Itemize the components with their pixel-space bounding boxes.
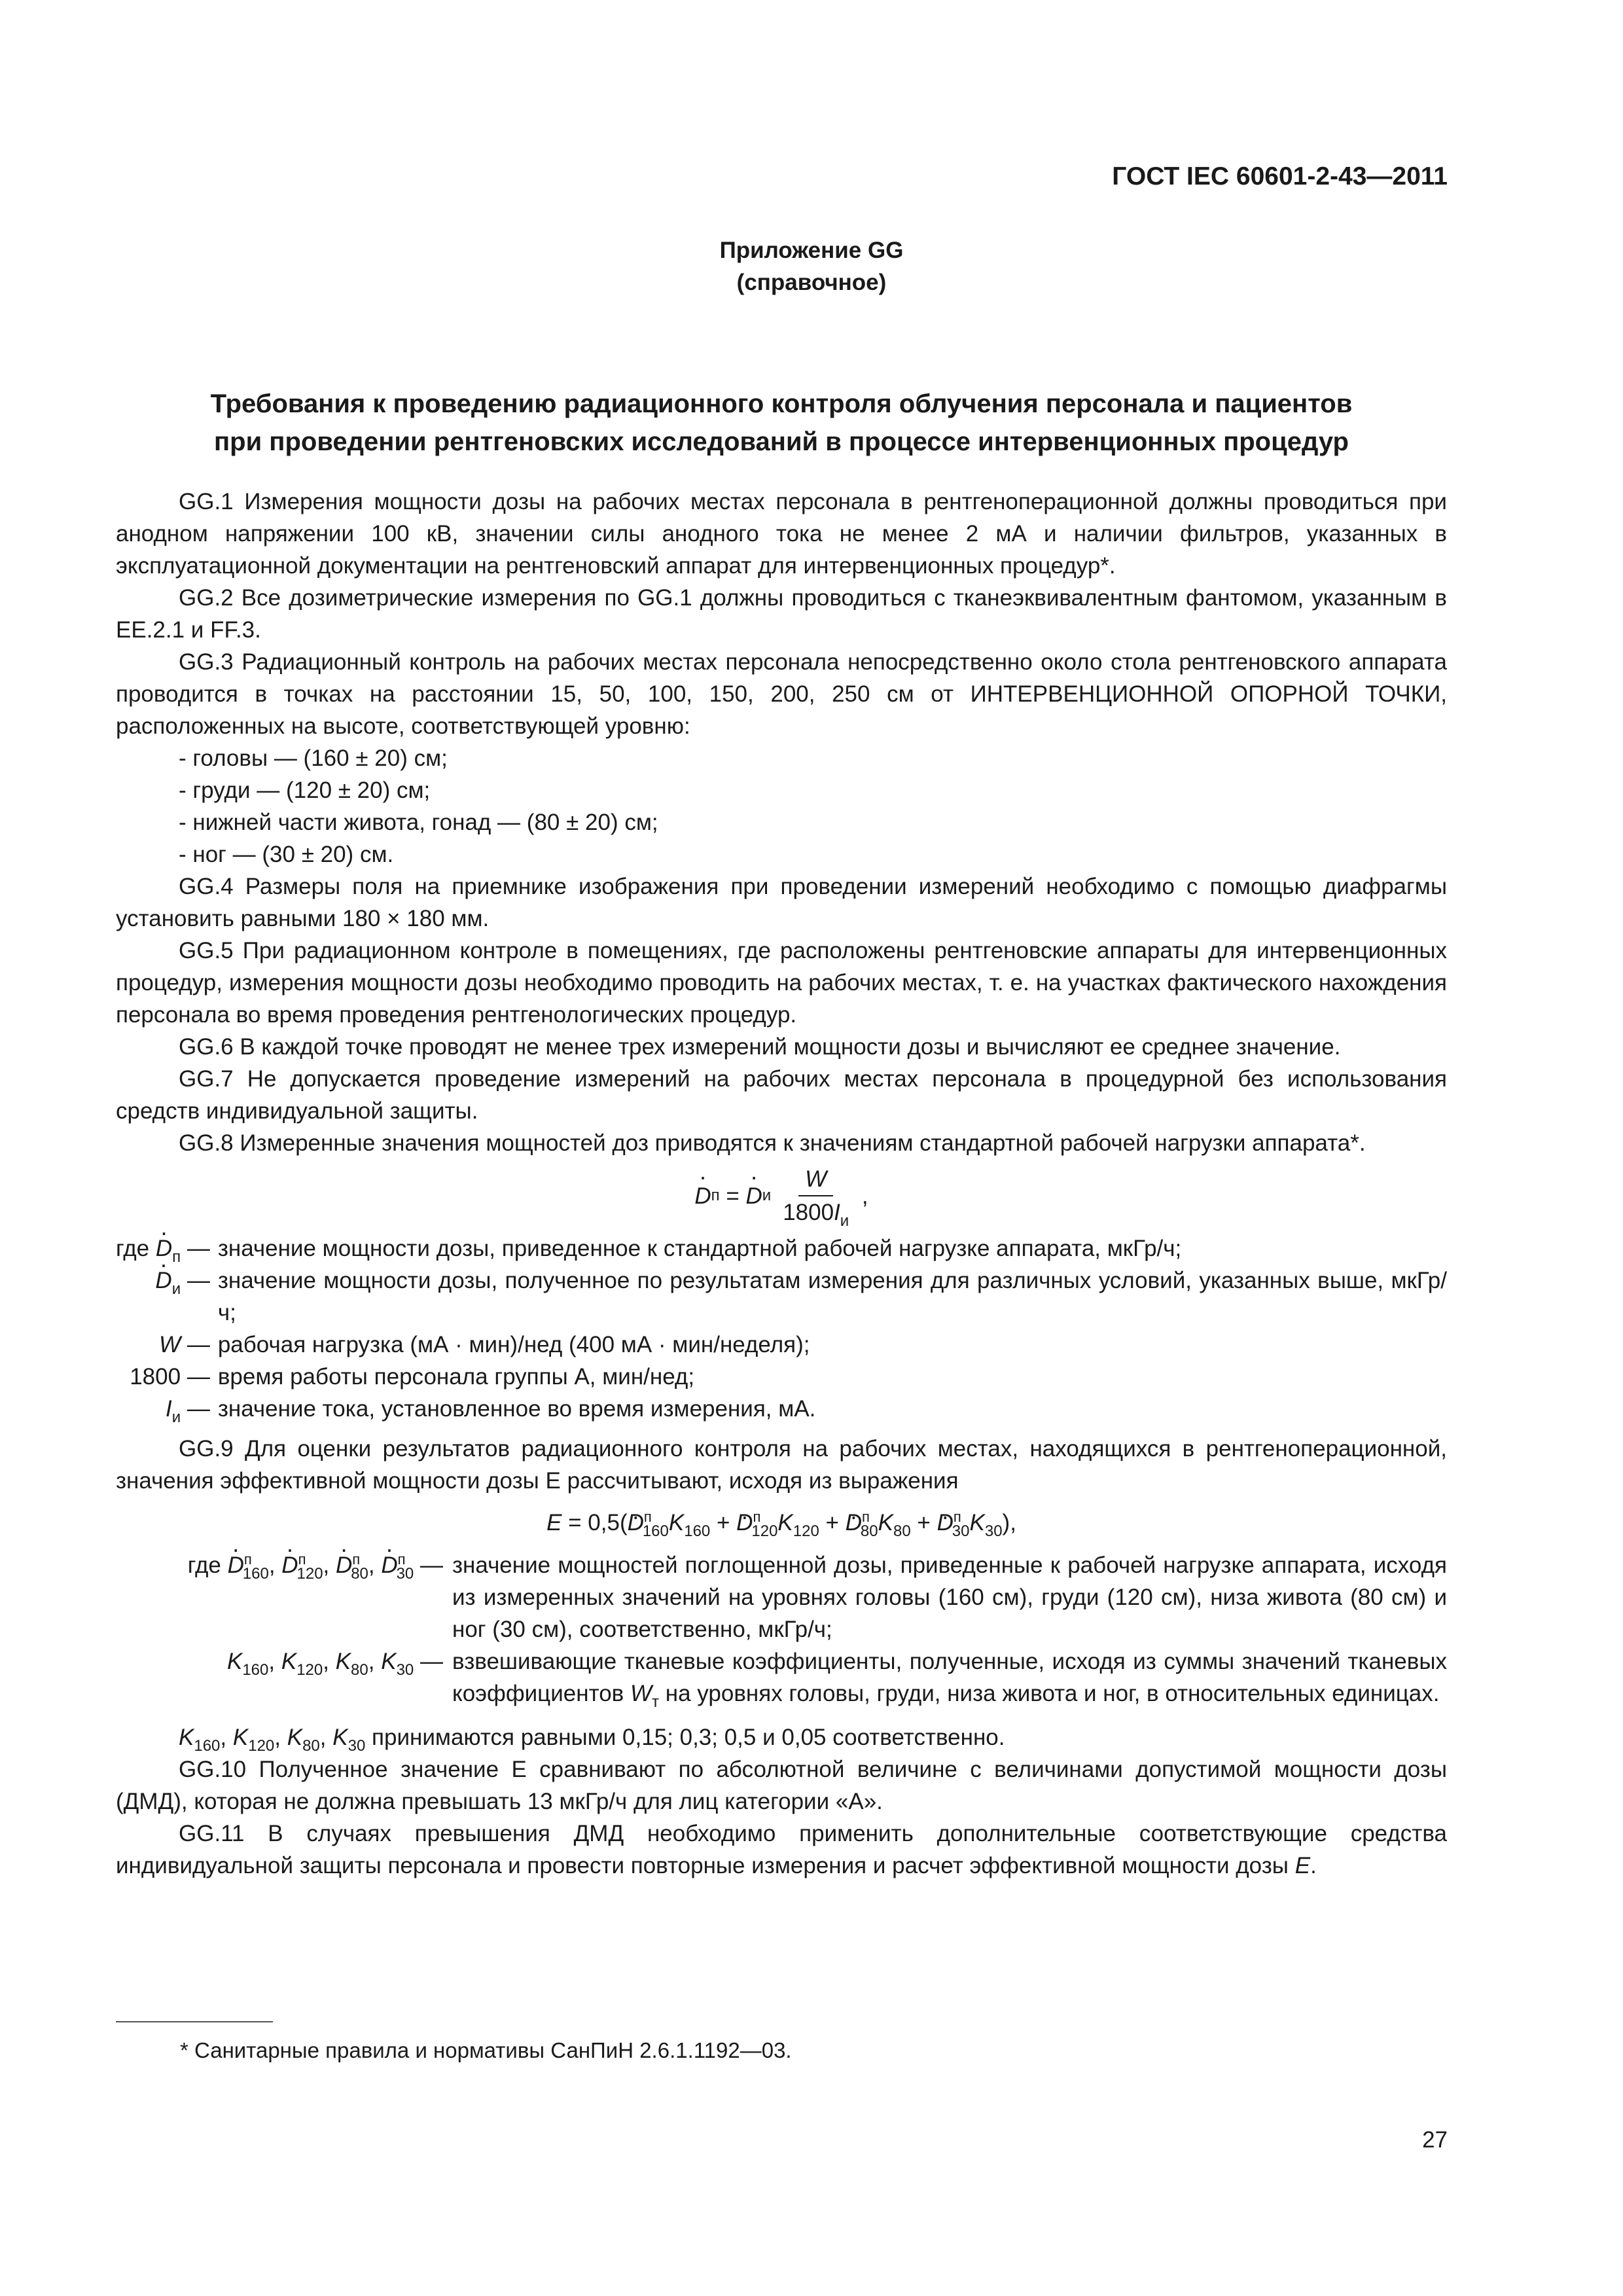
def-dp-letter: · D xyxy=(156,1236,172,1261)
level-item-abdomen: - нижней части живота, гонад — (80 ± 20) см; xyxy=(179,810,658,835)
formula1-tail: , xyxy=(855,1183,868,1209)
paragraph-gg6: GG.6 В каждой точке проводят не менее трех измерений мощности дозы и вычисляют ее среднее значение. xyxy=(179,1034,1341,1060)
kv-k30: K xyxy=(332,1725,348,1750)
kv-sep: , xyxy=(220,1725,233,1750)
formula2-sup: п xyxy=(862,1509,870,1525)
def-di-sub: и xyxy=(171,1280,181,1298)
formula2-d80: · D xyxy=(846,1510,862,1535)
def-di-description: значение мощности дозы, полученное по результатам измерения для различных условий, указанных выше, мкГр/ч; xyxy=(217,1268,1447,1325)
formula2-d160: · D xyxy=(628,1510,644,1535)
appendix-kind: (справочное) xyxy=(736,270,887,295)
formula2-sup: п xyxy=(953,1509,961,1525)
kv-sub: 160 xyxy=(194,1737,221,1755)
level-item-head: - головы — (160 ± 20) см; xyxy=(179,745,448,771)
def-d-levels-description: значение мощностей поглощенной дозы, приведенные к рабочей нагрузке аппарата, исходя из измеренных значений на уровнях головы (160 см), груди (120 см), низа живота (80 см) и ног (30 см), соответственно, мкГр/ч; xyxy=(452,1552,1447,1642)
def2-sub: 30 xyxy=(396,1661,414,1679)
page-number: 27 xyxy=(1422,2127,1448,2153)
def2-d160: · D xyxy=(228,1552,244,1578)
formula1-eq: = xyxy=(719,1183,746,1209)
paragraph-gg8: GG.8 Измеренные значения мощностей доз приводятся к значениям стандартной рабочей нагрузки аппарата*. xyxy=(179,1130,1366,1156)
formula-effective-dose xyxy=(116,1497,1447,1549)
def2-sup: п xyxy=(298,1551,306,1568)
standard-header: ГОСТ IEC 60601-2-43—2011 xyxy=(1112,162,1448,190)
def-i-description: значение тока, установленное во время измерения, мА. xyxy=(217,1396,816,1422)
def2-d30: · D xyxy=(381,1552,397,1578)
def-prefix: где xyxy=(116,1236,156,1261)
level-list xyxy=(116,742,1447,870)
def2-sep: , xyxy=(268,1552,282,1578)
kv-sub: 80 xyxy=(302,1737,320,1755)
paragraph-gg5: GG.5 При радиационном контроле в помещениях, где расположены рентгеновские аппараты для интервенционных процедур, измерения мощности дозы необходимо проводить на рабочих местах, т. е. на участках фактического нахождения персонала во время проведения рентгенологических процедур. xyxy=(116,938,1447,1028)
formula1-definitions xyxy=(116,1232,1447,1425)
formula2-k30: K xyxy=(969,1510,985,1535)
k-values-line xyxy=(116,1721,1447,1753)
formula1-fraction xyxy=(776,1163,855,1229)
def2-sub: 120 xyxy=(296,1565,323,1583)
formula2-sub: 160 xyxy=(642,1522,669,1540)
paragraph-gg11 xyxy=(116,1818,1447,1882)
def2-sup: п xyxy=(352,1551,361,1568)
title-line-2: при проведении рентгеновских исследований в процессе интервенционных процедур xyxy=(214,427,1349,456)
def-k-levels-symbol xyxy=(116,1645,443,1710)
def2-sep: , xyxy=(323,1649,336,1674)
def2-w-sym: W xyxy=(630,1681,652,1706)
formula2-sup: п xyxy=(753,1509,761,1525)
formula2-close: ), xyxy=(1002,1510,1016,1535)
def2-sub: 160 xyxy=(242,1661,269,1679)
def-i-letter: I xyxy=(165,1396,172,1422)
formula1-denominator xyxy=(776,1196,855,1229)
paragraph-gg3: GG.3 Радиационный контроль на рабочих местах персонала непосредственно около стола рентгеновского аппарата проводится в точках на расстоянии 15, 50, 100, 150, 200, 250 см от ИНТЕРВЕНЦИОННОЙ ОПОРНОЙ ТОЧКИ, расположенных на высоте, соответствующей уровню: xyxy=(116,649,1447,739)
formula1-den-sub: и xyxy=(840,1212,849,1230)
level-item-legs: - ног — (30 ± 20) см. xyxy=(179,842,394,867)
formula2-sub: 120 xyxy=(793,1522,819,1540)
def2-sub: 120 xyxy=(296,1661,323,1679)
def-dash: — xyxy=(181,1364,210,1390)
def2-dash: — xyxy=(414,1649,443,1674)
formula2-plus: + xyxy=(710,1510,737,1535)
paragraph-gg1: GG.1 Измерения мощности дозы на рабочих местах персонала в рентгеноперационной должны проводиться при анодном напряжении 100 кВ, значении силы анодного тока не менее 2 мА и наличии фильтров, указанных в эксплуатационной документации на рентгеновский аппарат для интервенционных процедур*. xyxy=(116,489,1447,579)
def2-k120: K xyxy=(281,1649,297,1674)
formula-dose-rate: · D п = · D и $\frac{W}{1800I_и}$ , xyxy=(116,1159,1447,1232)
def2-d80: · D xyxy=(336,1552,352,1578)
kv-k160: K xyxy=(179,1725,194,1750)
footnote-divider xyxy=(116,2021,273,2022)
def2-sep: , xyxy=(323,1552,336,1578)
level-item-chest: - груди — (120 ± 20) см; xyxy=(179,778,431,803)
def-di-letter: · D xyxy=(155,1268,171,1293)
def2-sub: 80 xyxy=(351,1661,368,1679)
def-dash: — xyxy=(181,1396,210,1422)
def2-d120: · D xyxy=(281,1552,298,1578)
def-w-letter: W xyxy=(159,1332,181,1357)
def-k-levels-description xyxy=(452,1645,1447,1710)
kv-sub: 120 xyxy=(248,1737,275,1755)
formula2-sub: 120 xyxy=(751,1522,778,1540)
gg11-e: E xyxy=(1294,1853,1311,1878)
kv-sep: , xyxy=(274,1725,287,1750)
def-1800-value: 1800 xyxy=(130,1364,181,1390)
gg11-text: GG.11 В случаях превышения ДМД необходимо применить дополнительные соответствующие средства индивидуальной защиты персонала и провести повторные измерения и расчет эффективной мощности дозы xyxy=(116,1821,1447,1878)
formula2-d30: · D xyxy=(937,1510,954,1535)
formula1-rhs: · D xyxy=(746,1180,762,1212)
def2-k80: K xyxy=(335,1649,351,1674)
body-text xyxy=(116,486,1447,1882)
kv-k80: K xyxy=(287,1725,303,1750)
def-w-symbol xyxy=(116,1329,210,1361)
kv-sep: , xyxy=(319,1725,333,1750)
def-1800-description: время работы персонала группы А, мин/нед; xyxy=(217,1364,695,1390)
paragraph-gg4: GG.4 Размеры поля на приемнике изображения при проведении измерений необходимо с помощью диафрагмы установить равными 180 × 180 мм. xyxy=(116,874,1447,931)
formula1-numerator: W xyxy=(798,1163,833,1196)
def-1800-symbol xyxy=(116,1361,210,1393)
kv-k120: K xyxy=(232,1725,249,1750)
formula2-eq: = 0,5( xyxy=(562,1510,628,1535)
def2-sub: 80 xyxy=(351,1565,368,1583)
formula2-lhs: E xyxy=(546,1510,562,1535)
formula2-sub: 30 xyxy=(952,1522,970,1540)
def2-w-sub: т xyxy=(652,1693,660,1711)
def-dash: — xyxy=(181,1268,210,1293)
formula2-sub: 160 xyxy=(684,1522,711,1540)
formula2-plus: + xyxy=(819,1510,846,1535)
def-i-symbol xyxy=(116,1393,210,1425)
kv-sub: 30 xyxy=(348,1737,366,1755)
def2-prefix: где xyxy=(187,1552,221,1578)
formula2-sub: 80 xyxy=(860,1522,878,1540)
paragraph-gg10: GG.10 Полученное значение E сравнивают по абсолютной величине с величинами допустимой мощности дозы (ДМД), которая не должна превышать 13 мкГр/ч для лиц категории «А». xyxy=(116,1757,1447,1814)
def2-sub: 30 xyxy=(396,1565,414,1583)
def2-sep: , xyxy=(268,1649,281,1674)
formula2-k160: K xyxy=(668,1510,685,1535)
formula2-d120: · D xyxy=(736,1510,753,1535)
def2-k-desc-a: взвешивающие тканевые коэффициенты, полученные, исходя из суммы значений тканевых коэффициентов xyxy=(452,1649,1447,1706)
appendix-name: Приложение GG xyxy=(719,238,904,263)
def2-sup: п xyxy=(243,1551,252,1568)
def-i-sub: и xyxy=(171,1408,181,1426)
def-dash: — xyxy=(181,1236,210,1261)
def-di-symbol xyxy=(116,1265,210,1329)
formula1-den-var: I xyxy=(834,1200,840,1225)
appendix-heading xyxy=(0,234,1623,298)
formula2-k120: K xyxy=(777,1510,793,1535)
formula2-plus: + xyxy=(910,1510,937,1535)
formula1-lhs: · D xyxy=(694,1180,711,1212)
def2-sup: п xyxy=(397,1551,406,1568)
def2-k30: K xyxy=(381,1649,397,1674)
def2-dash: — xyxy=(414,1552,443,1578)
def-w-description: рабочая нагрузка (мА · мин)/нед (400 мА · мин/неделя); xyxy=(217,1332,810,1357)
gg11-period: . xyxy=(1310,1853,1317,1878)
def-dash: — xyxy=(181,1332,210,1357)
paragraph-gg2: GG.2 Все дозиметрические измерения по GG.1 должны проводиться с тканеэквивалентным фантомом, указанным в EE.2.1 и FF.3. xyxy=(116,585,1447,643)
def2-k160: K xyxy=(226,1649,243,1674)
def2-sub: 160 xyxy=(242,1565,269,1583)
paragraph-gg7: GG.7 Не допускается проведение измерений на рабочих местах персонала в процедурной без использования средств индивидуальной защиты. xyxy=(116,1066,1447,1124)
def2-k-desc-b: на уровнях головы, груди, низа живота и ног, в относительных единицах. xyxy=(665,1681,1440,1706)
formula2-sup: п xyxy=(643,1509,652,1525)
def-d-levels-symbol xyxy=(116,1549,443,1645)
formula2-sub: 80 xyxy=(893,1522,911,1540)
formula2-sub: 30 xyxy=(984,1522,1003,1540)
formula1-den-const: 1800 xyxy=(783,1200,834,1225)
paragraph-gg9: GG.9 Для оценки результатов радиационного контроля на рабочих местах, находящихся в рентгеноперационной, значения эффективной мощности дозы E рассчитывают, исходя из выражения xyxy=(116,1436,1447,1494)
kv-text: принимаются равными 0,15; 0,3; 0,5 и 0,05 соответственно. xyxy=(372,1725,1005,1750)
footnote: * Санитарные правила и нормативы СанПиН 2.6.1.1192—03. xyxy=(180,2038,792,2062)
document-title xyxy=(116,385,1447,461)
def2-sep: , xyxy=(368,1649,382,1674)
def-dp-description: значение мощности дозы, приведенное к стандартной рабочей нагрузке аппарата, мкГр/ч; xyxy=(217,1236,1182,1261)
title-line-1: Требования к проведению радиационного контроля облучения персонала и пациентов xyxy=(210,389,1353,418)
formula2-definitions xyxy=(116,1549,1447,1710)
formula2-k80: K xyxy=(878,1510,893,1535)
def2-sep: , xyxy=(368,1552,382,1578)
def-dp-sub: п xyxy=(172,1248,181,1266)
